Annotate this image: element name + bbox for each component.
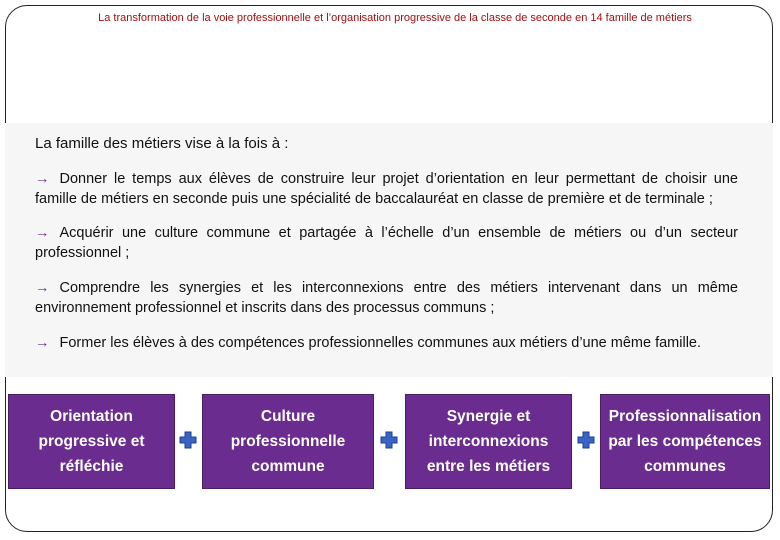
bullet-text: Former les élèves à des compétences professionnelles communes aux métiers d’une même famille.	[59, 335, 702, 351]
arrow-icon: →	[35, 335, 50, 351]
bullet-item	[35, 223, 738, 263]
box-synergie: Synergie et interconnexions entre les métiers	[405, 394, 572, 489]
intro-text: La famille des métiers vise à la fois à :	[35, 135, 289, 152]
arrow-icon: →	[35, 280, 50, 296]
bullet-text: Acquérir une culture commune et partagée à l’échelle d’un ensemble de métiers ou d’un secteur professionnel ;	[35, 225, 738, 261]
arrow-icon: →	[35, 171, 50, 187]
bullet-text: Comprendre les synergies et les interconnexions entre des métiers intervenant dans un même environnement professionnel et inscrits dans des processus communs ;	[35, 280, 738, 316]
bullet-text: Donner le temps aux élèves de construire leur projet d’orientation en leur permettant de choisir une famille de métiers en seconde puis une spécialité de baccalauréat en classe de première et de terminale ;	[35, 171, 738, 207]
bullet-item	[35, 169, 738, 209]
box-professionnalisation: Professionnalisation par les compétences communes	[600, 394, 770, 489]
plus-icon	[178, 430, 198, 450]
bullet-item	[35, 278, 738, 318]
plus-icon	[379, 430, 399, 450]
arrow-icon: →	[35, 225, 50, 241]
box-orientation: Orientation progressive et réfléchie	[8, 394, 175, 489]
slide-title: La transformation de la voie professionnelle et l’organisation progressive de la classe de seconde en 14 famille de métiers	[98, 12, 692, 24]
plus-icon	[576, 430, 596, 450]
box-culture: Culture professionnelle commune	[202, 394, 374, 489]
bullet-item	[35, 333, 738, 353]
